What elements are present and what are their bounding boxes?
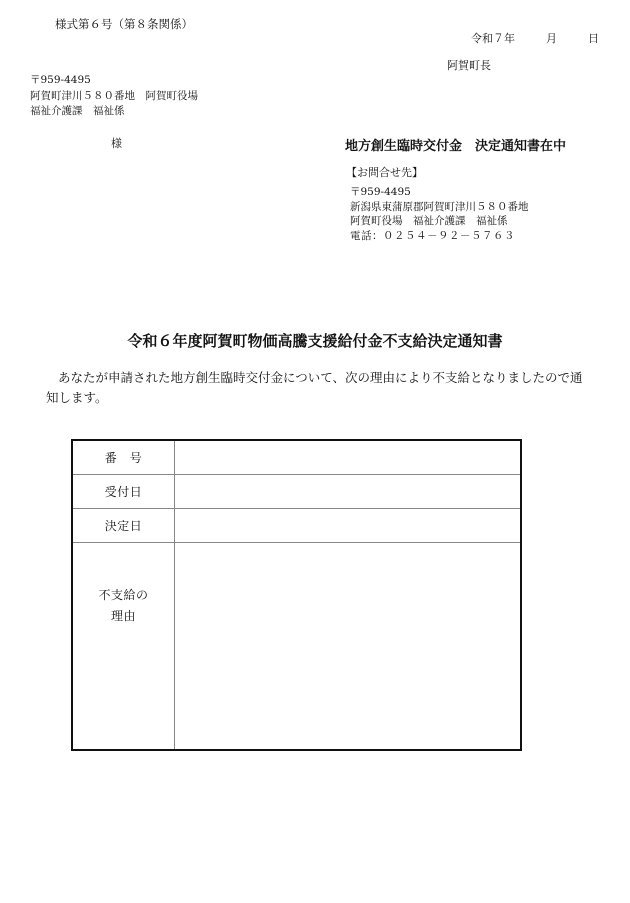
label-received-date: 受付日	[72, 475, 175, 509]
contact-postal-code: 〒959-4495	[350, 186, 411, 198]
recipient-honorific: 様	[111, 137, 122, 150]
contact-heading: 【お問合せ先】	[346, 166, 423, 179]
value-number	[175, 440, 522, 475]
contact-department: 阿賀町役場 福祉介護課 福祉係	[350, 215, 508, 227]
label-reason	[72, 543, 175, 751]
contact-phone: 電話：０２５４－９２－５７６３	[350, 230, 515, 242]
decision-table	[71, 439, 522, 751]
sender-address: 阿賀町津川５８０番地 阿賀町役場	[30, 90, 198, 102]
label-reason-line2: 理由	[110, 609, 136, 623]
label-decision-date: 決定日	[72, 509, 175, 543]
label-reason-line1: 不支給の	[98, 588, 149, 602]
issue-date	[471, 30, 599, 46]
table-row-decided	[72, 509, 521, 543]
issuer: 阿賀町長	[447, 59, 491, 72]
document-body: あなたが申請された地方創生臨時交付金について、次の理由により不支給となりましたので通知します。	[46, 370, 583, 405]
issue-date-day: 日	[588, 32, 599, 45]
sender-postal-code: 〒959-4495	[30, 74, 91, 86]
label-number: 番 号	[72, 440, 175, 475]
issue-date-month: 月	[546, 32, 557, 45]
table-row-received	[72, 475, 521, 509]
document-title: 令和６年度阿賀町物価高騰支援給付金不支給決定通知書	[127, 332, 503, 350]
notice-header: 地方創生臨時交付金 決定通知書在中	[345, 139, 567, 154]
contact-address: 新潟県東蒲原郡阿賀町津川５８０番地	[350, 201, 529, 213]
value-reason	[175, 543, 522, 751]
table-row-reason	[72, 543, 521, 751]
form-number: 様式第６号（第８条関係）	[55, 17, 193, 31]
value-decision-date	[175, 509, 522, 543]
issue-date-era: 令和７年	[471, 32, 515, 45]
sender-department: 福祉介護課 福祉係	[30, 105, 125, 117]
value-received-date	[175, 475, 522, 509]
table-row-number	[72, 440, 521, 475]
